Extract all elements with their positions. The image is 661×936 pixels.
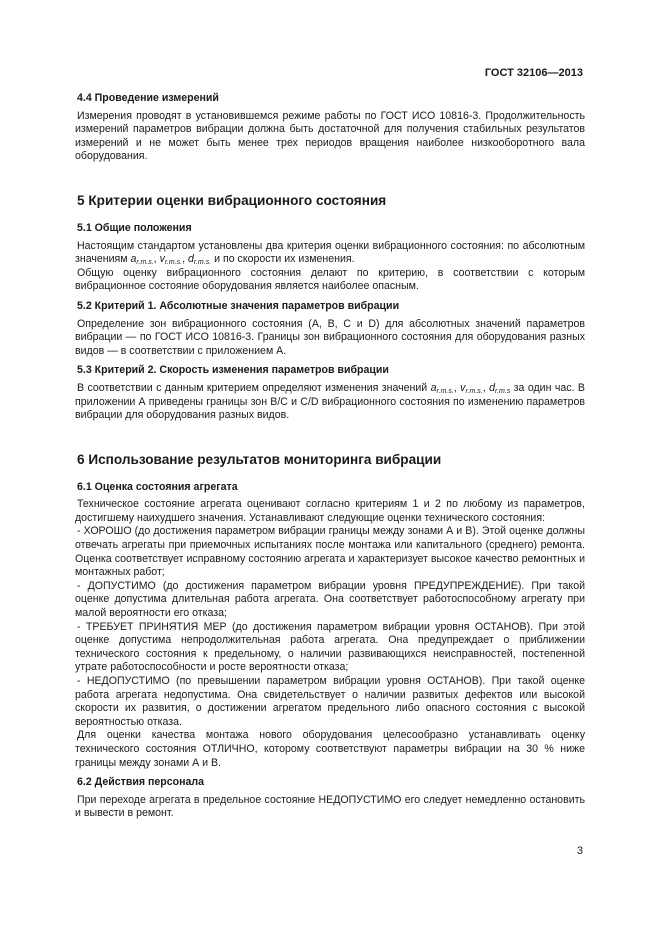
section-5-2-title: 5.2 Критерий 1. Абсолютные значения параметров вибрации <box>77 299 400 312</box>
section-6-1-item-action-required: - ТРЕБУЕТ ПРИНЯТИЯ МЕР (до достижения параметром вибрации уровня ОСТАНОВ). При этой оценке допустима непродолжительная работа агрегата. Она предупреждает о приближении технического состояния к предельному, о наличии развивающихся неисправностей, постепенной утрате работоспособности и росте вероятности отказа; <box>75 620 585 674</box>
section-5-title: 5 Критерии оценки вибрационного состояния <box>77 192 387 208</box>
document-code: ГОСТ 32106—2013 <box>484 67 583 79</box>
section-5-2-paragraph: Определение зон вибрационного состояния (А, В, С и D) для абсолютных значений параметров вибрации — по ГОСТ ИСО 10816-3. Границы зон вибрационного состояния для оборудования разных видов — в соответствии с приложением А. <box>75 317 585 357</box>
section-5-3-paragraph: В соответствии с данным критерием определяют изменения значений $a_{r.m.s.}$, $v_{r.m.s.}$, $d_{r.m.s}$ за один час. В приложении А приведены границы зон В/С и C/D вибрационного состояния по изменению параметров вибрации для оборудования разных видов. <box>75 381 585 422</box>
section-4-4-paragraph: Измерения проводят в установившемся режиме работы по ГОСТ ИСО 10816-3. Продолжительность измерений параметров вибрации должна быть достаточной для получения стабильных результатов измерений и не может быть менее трех периодов вращения наиболее низкооборотного вала оборудования. <box>75 109 585 163</box>
section-5-3-title: 5.3 Критерий 2. Скорость изменения параметров вибрации <box>77 364 389 377</box>
section-6-2-title: 6.2 Действия персонала <box>77 776 205 789</box>
page-number: 3 <box>576 845 583 857</box>
section-6-1-paragraph-1: Техническое состояние агрегата оценивают согласно критериям 1 и 2 по любому из параметров, достигшему наихудшего значения. Устанавливают следующие оценки технического состояния: <box>75 498 585 524</box>
section-6-1-item-acceptable: - ДОПУСТИМО (до достижения параметром вибрации уровня ПРЕДУПРЕЖДЕНИЕ). При такой оценке допустима длительная работа агрегата. Она соответствует работоспособному агрегату при малой вероятности его отказа; <box>75 579 585 620</box>
page-content <box>75 92 585 821</box>
section-6-1-paragraph-excellent: Для оценки качества монтажа нового оборудования целесообразно устанавливать оценку технического состояния ОТЛИЧНО, которому соответствуют параметры вибрации на 30 % ниже границы между зонами А и В. <box>75 729 585 769</box>
section-6-1-item-unacceptable: - НЕДОПУСТИМО (по превышении параметром вибрации уровня ОСТАНОВ). При такой оценке работа агрегата недопустима. Она свидетельствует о наличии развитых дефектов или высокой скорости их развития, о достижении агрегатом предельного либо опасного состояния с высокой вероятностью отказа. <box>75 675 585 728</box>
section-5-1-paragraph-2: Общую оценку вибрационного состояния делают по критерию, в соответствии с которым вибрационное состояние оборудования является наиболее опасным. <box>75 266 585 293</box>
section-6-2-paragraph: При переходе агрегата в предельное состояние НЕДОПУСТИМО его следует немедленно остановить и вывести в ремонт. <box>75 793 585 820</box>
section-4-4-title: 4.4 Проведение измерений <box>77 92 219 104</box>
section-5-1-title: 5.1 Общие положения <box>77 221 192 234</box>
section-5-1-paragraph-1: Настоящим стандартом установлены два критерия оценки вибрационного состояния: по абсолютным значениям $a_{r.m.s.}$, $v_{r.m.s.}$, $d_{r.m.s.}$ и по скорости их изменения. <box>75 239 585 267</box>
section-6-title: 6 Использование результатов мониторинга вибрации <box>77 451 442 467</box>
section-6-1-title: 6.1 Оценка состояния агрегата <box>77 480 238 493</box>
section-6-1-item-good: - ХОРОШО (до достижения параметром вибрации границы между зонами А и В). Этой оценке должны отвечать агрегаты при приемочных испытаниях после монтажа или капитального (среднего) ремонта. Оценка соответствует исправному состоянию агрегата и характеризует высокое качество ремонтных и монтажных работ; <box>75 525 585 579</box>
